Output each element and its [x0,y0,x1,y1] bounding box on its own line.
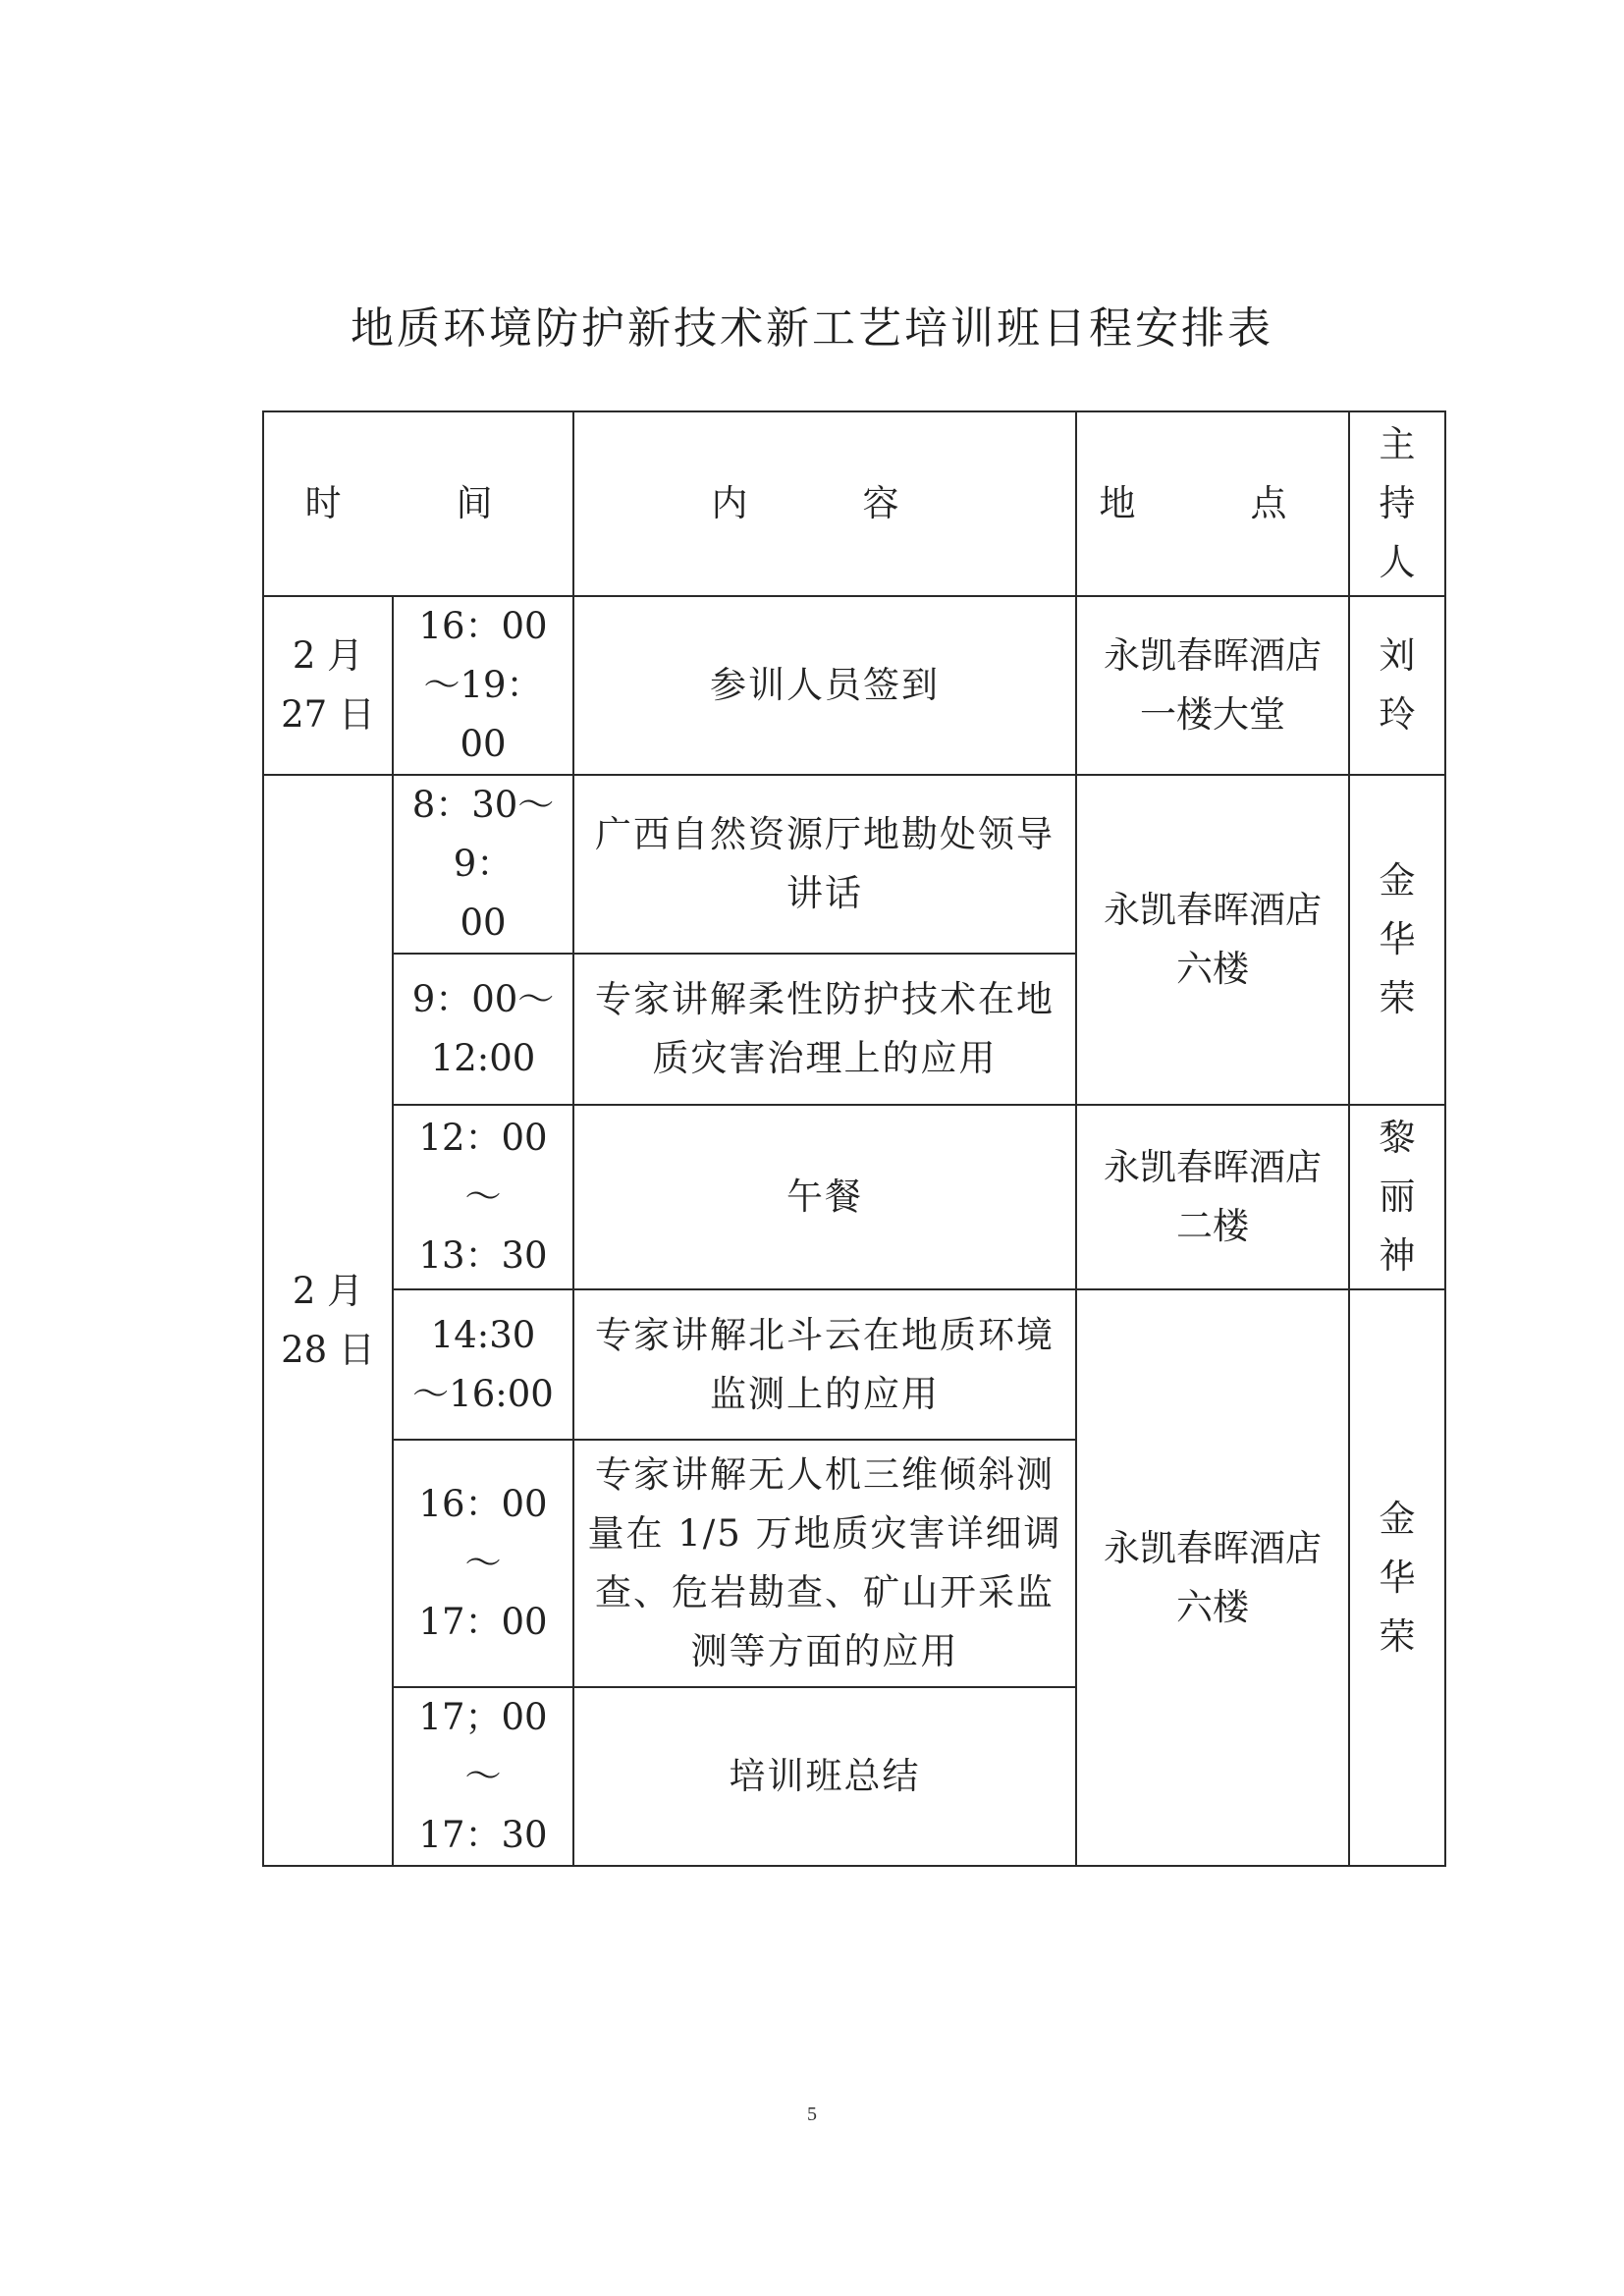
date-cell: 2 月 27 日 [263,596,393,775]
time-cell: 17；00～ 17：30 [393,1687,573,1866]
content-cell: 专家讲解无人机三维倾斜测量在 1/5 万地质灾害详细调查、危岩勘查、矿山开采监测等方面的应用 [573,1440,1076,1687]
table-row [263,1289,1445,1440]
schedule-table [262,410,1446,1867]
host-cell: 金华荣 [1349,1289,1445,1866]
content-cell: 参训人员签到 [573,596,1076,775]
location-cell: 永凯春晖酒店 六楼 [1076,1289,1349,1866]
page-title: 地质环境防护新技术新工艺培训班日程安排表 [351,303,1273,354]
time-cell: 16：00 ～19：00 [393,596,573,775]
date-cell: 2 月 28 日 [263,775,393,1866]
host-cell: 黎丽神 [1349,1105,1445,1289]
time-cell: 14:30 ～16:00 [393,1289,573,1440]
content-cell: 广西自然资源厅地勘处领导讲话 [573,775,1076,954]
time-cell: 12：00～ 13：30 [393,1105,573,1289]
time-cell: 16：00～ 17：00 [393,1440,573,1687]
table-row [263,1105,1445,1289]
location-cell: 永凯春晖酒店 六楼 [1076,775,1349,1105]
time-cell: 8：30～9： 00 [393,775,573,954]
header-host: 主持人 [1349,411,1445,596]
header-time: 时 间 [263,411,573,596]
header-location: 地 点 [1076,411,1349,596]
location-cell: 永凯春晖酒店 一楼大堂 [1076,596,1349,775]
host-cell: 刘玲 [1349,596,1445,775]
content-cell: 培训班总结 [573,1687,1076,1866]
table-row [263,775,1445,954]
time-cell: 9：00～ 12:00 [393,954,573,1105]
table-row [263,596,1445,775]
host-cell: 金华荣 [1349,775,1445,1105]
header-content: 内 容 [573,411,1076,596]
content-cell: 专家讲解北斗云在地质环境监测上的应用 [573,1289,1076,1440]
content-cell: 午餐 [573,1105,1076,1289]
page-number: 5 [807,2104,817,2125]
table-header-row [263,411,1445,596]
location-cell: 永凯春晖酒店 二楼 [1076,1105,1349,1289]
content-cell: 专家讲解柔性防护技术在地质灾害治理上的应用 [573,954,1076,1105]
